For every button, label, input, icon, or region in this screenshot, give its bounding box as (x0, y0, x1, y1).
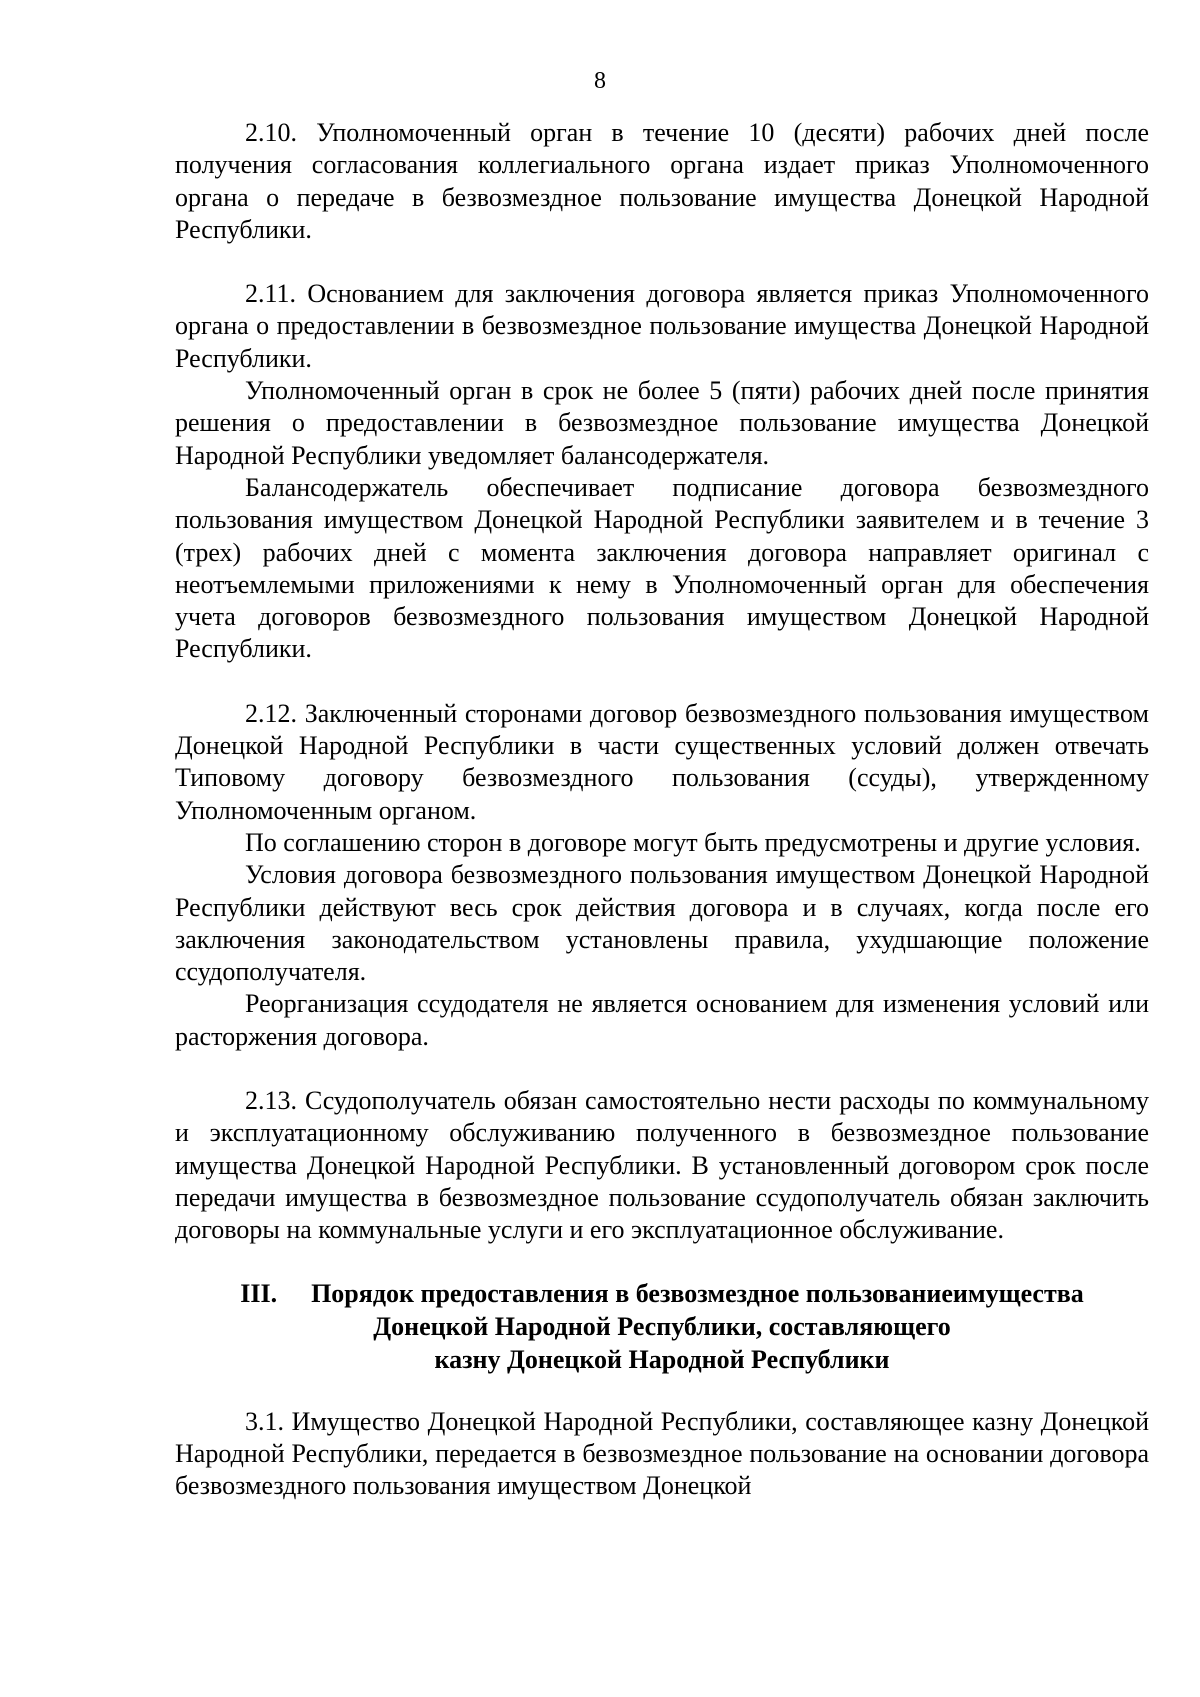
clause-2-12-paragraph-2: По соглашению сторон в договоре могут быть предусмотрены и другие условия. (245, 827, 1141, 857)
clause-2-12-paragraph-4: Реорганизация ссудодателя не является основанием для изменения условий или расторжения договора. (175, 989, 1149, 1051)
clause-2-13: 2.13. Ссудополучатель обязан самостоятельно нести расходы по коммунальному и эксплуатационному обслуживанию полученного в безвозмездное пользование имущества Донецкой Народной Республики. В установленный договором срок после передачи имущества в безвозмездное пользование ссудополучатель обязан заключить договоры на коммунальные услуги и его эксплуатационное обслуживание. (175, 1086, 1149, 1245)
clause-2-12-paragraph-3: Условия договора безвозмездного пользования имуществом Донецкой Народной Республики действуют весь срок действия договора и в случаях, когда после его заключения законодательством установлены правила, ухудшающие положение ссудополучателя. (175, 860, 1149, 987)
clause-2-11-paragraph-2: Уполномоченный орган в срок не более 5 (пяти) рабочих дней после принятия решения о предоставлении в безвозмездное пользование имущества Донецкой Народной Республики уведомляет балансодержателя. (175, 376, 1149, 470)
section-3-number: III. (240, 1278, 278, 1308)
document-body (175, 117, 1149, 1502)
clause-2-12: 2.12. Заключенный сторонами договор безвозмездного пользования имуществом Донецкой Народной Республики в части существенных условий должен отвечать Типовому договору безвозмездного пользования (ссуды), утвержденному Уполномоченным органом. (175, 698, 1149, 825)
clause-3-1: 3.1. Имущество Донецкой Народной Республики, составляющее казну Донецкой Народной Республики, передается в безвозмездное пользование на основании договора безвозмездного пользования имуществом Донецкой (175, 1406, 1149, 1501)
section-3-heading-line-1 (175, 1277, 1149, 1310)
clause-2-10: 2.10. Уполномоченный орган в течение 10 (десяти) рабочих дней после получения согласования коллегиального органа издает приказ Уполномоченного органа о передаче в безвозмездное пользование имущества Донецкой Народной Республики. (175, 118, 1149, 244)
clause-2-11-paragraph-3: Балансодержатель обеспечивает подписание договора безвозмездного пользования имуществом Донецкой Народной Республики заявителем и в течение 3 (трех) рабочих дней с момента заключения договора направляет оригинал с неотъемлемыми приложениями к нему в Уполномоченный орган для обеспечения учета договоров безвозмездного пользования имуществом Донецкой Народной Республики. (175, 472, 1149, 664)
page-number: 8 (594, 68, 606, 94)
section-3-title-line-1: Порядок предоставления в безвозмездное пользованиеимущества (311, 1278, 1084, 1308)
section-3-title-line-2: Донецкой Народной Республики, составляющего (373, 1311, 951, 1341)
clause-2-11: 2.11. Основанием для заключения договора является приказ Уполномоченного органа о предоставлении в безвозмездное пользование имущества Донецкой Народной Республики. (175, 279, 1149, 373)
section-3-heading (175, 1277, 1149, 1376)
section-3-title-line-3: казну Донецкой Народной Республики (434, 1344, 890, 1374)
